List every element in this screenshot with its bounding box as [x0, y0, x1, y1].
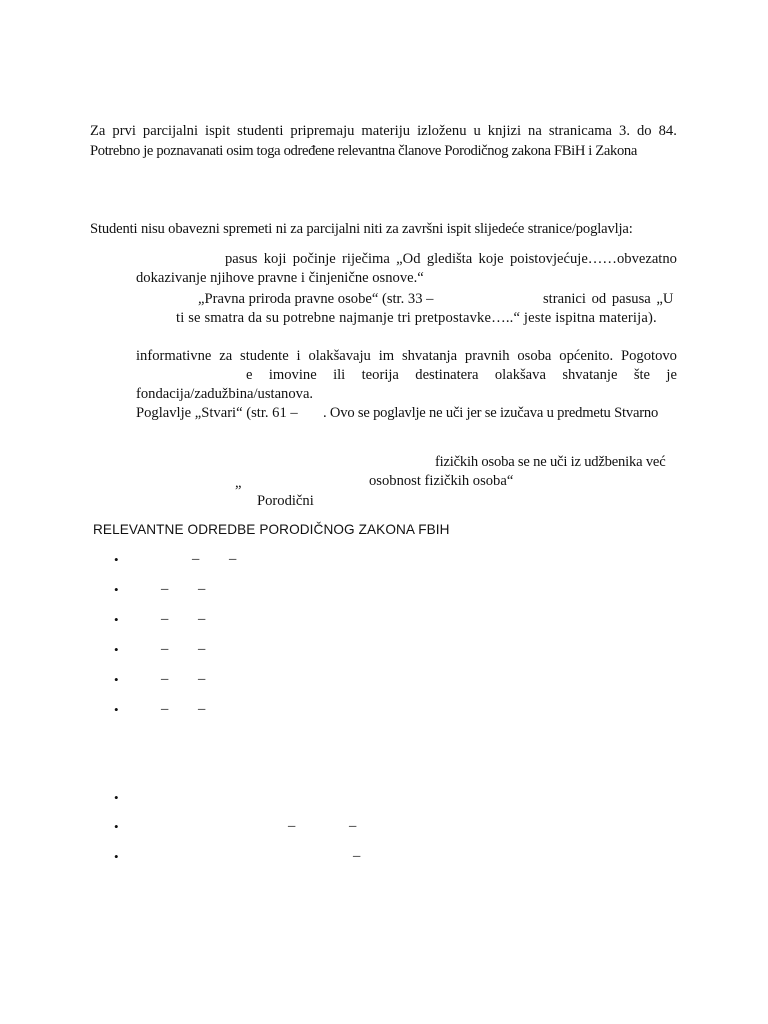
exemption-item-3-line-1: [136, 347, 677, 365]
exemption-word: olakšava: [494, 367, 546, 383]
list-bullet: •: [114, 642, 119, 657]
list-dash: –: [288, 818, 296, 834]
exemption-word: i: [296, 348, 301, 364]
list-bullet: •: [114, 672, 119, 687]
persons-quote-open: „: [235, 475, 242, 491]
exemption-item-2-line-2: ti se smatra da su potrebne najmanje tri pretpostavke…..“ jeste ispitna materija).: [176, 310, 657, 326]
exemption-word: studente: [240, 348, 289, 364]
list-dash: –: [161, 701, 169, 717]
exemption-word: pasus: [225, 251, 258, 267]
exemption-word: olakšavaju: [308, 348, 371, 364]
list-dash: –: [198, 641, 206, 657]
list-dash: –: [161, 611, 169, 627]
exemption-word: teorija: [361, 367, 399, 383]
exemption-word: informativne: [136, 348, 212, 364]
exemption-word: počinje: [292, 251, 336, 267]
list-bullet: •: [114, 552, 119, 567]
persons-line-2: osobnost fizičkih osoba“: [369, 473, 514, 489]
list-bullet: •: [114, 849, 119, 864]
intro-word: pripremaju: [290, 123, 355, 139]
intro-word: parcijalni: [142, 123, 199, 139]
list-bullet: •: [114, 582, 119, 597]
list-dash: –: [353, 848, 361, 864]
exemption-word: osoba: [517, 348, 552, 364]
intro-word: ispit: [205, 123, 231, 139]
exemption-word: koji: [263, 251, 287, 267]
exemption-word: je: [666, 367, 677, 383]
list-dash: –: [161, 641, 169, 657]
list-dash: –: [198, 701, 206, 717]
exemption-word: e: [246, 367, 253, 383]
exemption-word: riječima: [342, 251, 390, 267]
exemption-item-4-part-a: Poglavlje „Stvari“ (str. 61 –: [136, 405, 298, 421]
list-dash: –: [161, 581, 169, 597]
intro-word: stranicama: [548, 123, 613, 139]
list-dash: –: [349, 818, 357, 834]
exemption-word: shvatanja: [401, 348, 458, 364]
list-dash: –: [198, 671, 206, 687]
intro-word: izloženu: [417, 123, 467, 139]
exemption-item-1-line-1: [225, 250, 677, 268]
exemption-item-3-line-3: fondacija/zadužbina/ustanova.: [136, 386, 314, 402]
intro-word: 3.: [619, 123, 630, 139]
exemption-word: shvatanje: [562, 367, 618, 383]
exemption-word: ili: [333, 367, 346, 383]
exemption-word: šte: [633, 367, 651, 383]
exemption-word: za: [219, 348, 233, 364]
exemption-word: općenito.: [559, 348, 614, 364]
list-dash: –: [161, 671, 169, 687]
intro-word: na: [528, 123, 542, 139]
exemption-word: „Od: [396, 251, 421, 267]
persons-line-3: Porodični: [257, 493, 314, 509]
exemption-word: poistovjećuje……obvezatno: [509, 251, 677, 267]
exemption-word: Pogotovo: [621, 348, 677, 364]
intro-word: prvi: [112, 123, 136, 139]
intro-line-1: [90, 122, 677, 140]
list-dash: –: [229, 551, 237, 567]
intro-word: Za: [90, 123, 106, 139]
exemption-item-1-line-2: dokazivanje njihove pravne i činjenične osnove.“: [136, 270, 424, 286]
intro-word: knjizi: [487, 123, 522, 139]
exemption-word: gledišta: [426, 251, 473, 267]
intro-word: u: [473, 123, 481, 139]
exemption-item-3-line-2: [246, 366, 677, 384]
exemption-word: destinatera: [415, 367, 479, 383]
intro-word: 84.: [658, 123, 677, 139]
exemptions-lead: Studenti nisu obavezni spremeti ni za parcijalni niti za završni ispit slijedeće stranice/poglavlja:: [90, 221, 633, 237]
intro-line-2: Potrebno je poznavanati osim toga određene relevantna članove Porodičnog zakona FBiH i Zakona: [90, 143, 637, 159]
section-heading: RELEVANTNE ODREDBE PORODIČNOG ZAKONA FBIH: [93, 522, 450, 537]
list-dash: –: [198, 611, 206, 627]
intro-word: do: [637, 123, 652, 139]
list-bullet: •: [114, 819, 119, 834]
exemption-word: im: [378, 348, 395, 364]
list-bullet: •: [114, 612, 119, 627]
intro-word: materiju: [361, 123, 411, 139]
list-bullet: •: [114, 790, 119, 805]
exemption-item-2-part-b: stranici od pasusa „U: [543, 291, 674, 307]
list-dash: –: [192, 551, 200, 567]
exemption-word: koje: [478, 251, 504, 267]
list-bullet: •: [114, 702, 119, 717]
intro-word: studenti: [237, 123, 284, 139]
exemption-item-4-part-b: . Ovo se poglavlje ne uči jer se izučava u predmetu Stvarno: [323, 405, 659, 421]
exemption-item-2-part-a: „Pravna priroda pravne osobe“ (str. 33 –: [198, 291, 434, 307]
exemption-word: imovine: [268, 367, 317, 383]
list-dash: –: [198, 581, 206, 597]
exemption-word: pravnih: [464, 348, 510, 364]
persons-line-1: fizičkih osoba se ne uči iz udžbenika već: [435, 454, 666, 470]
